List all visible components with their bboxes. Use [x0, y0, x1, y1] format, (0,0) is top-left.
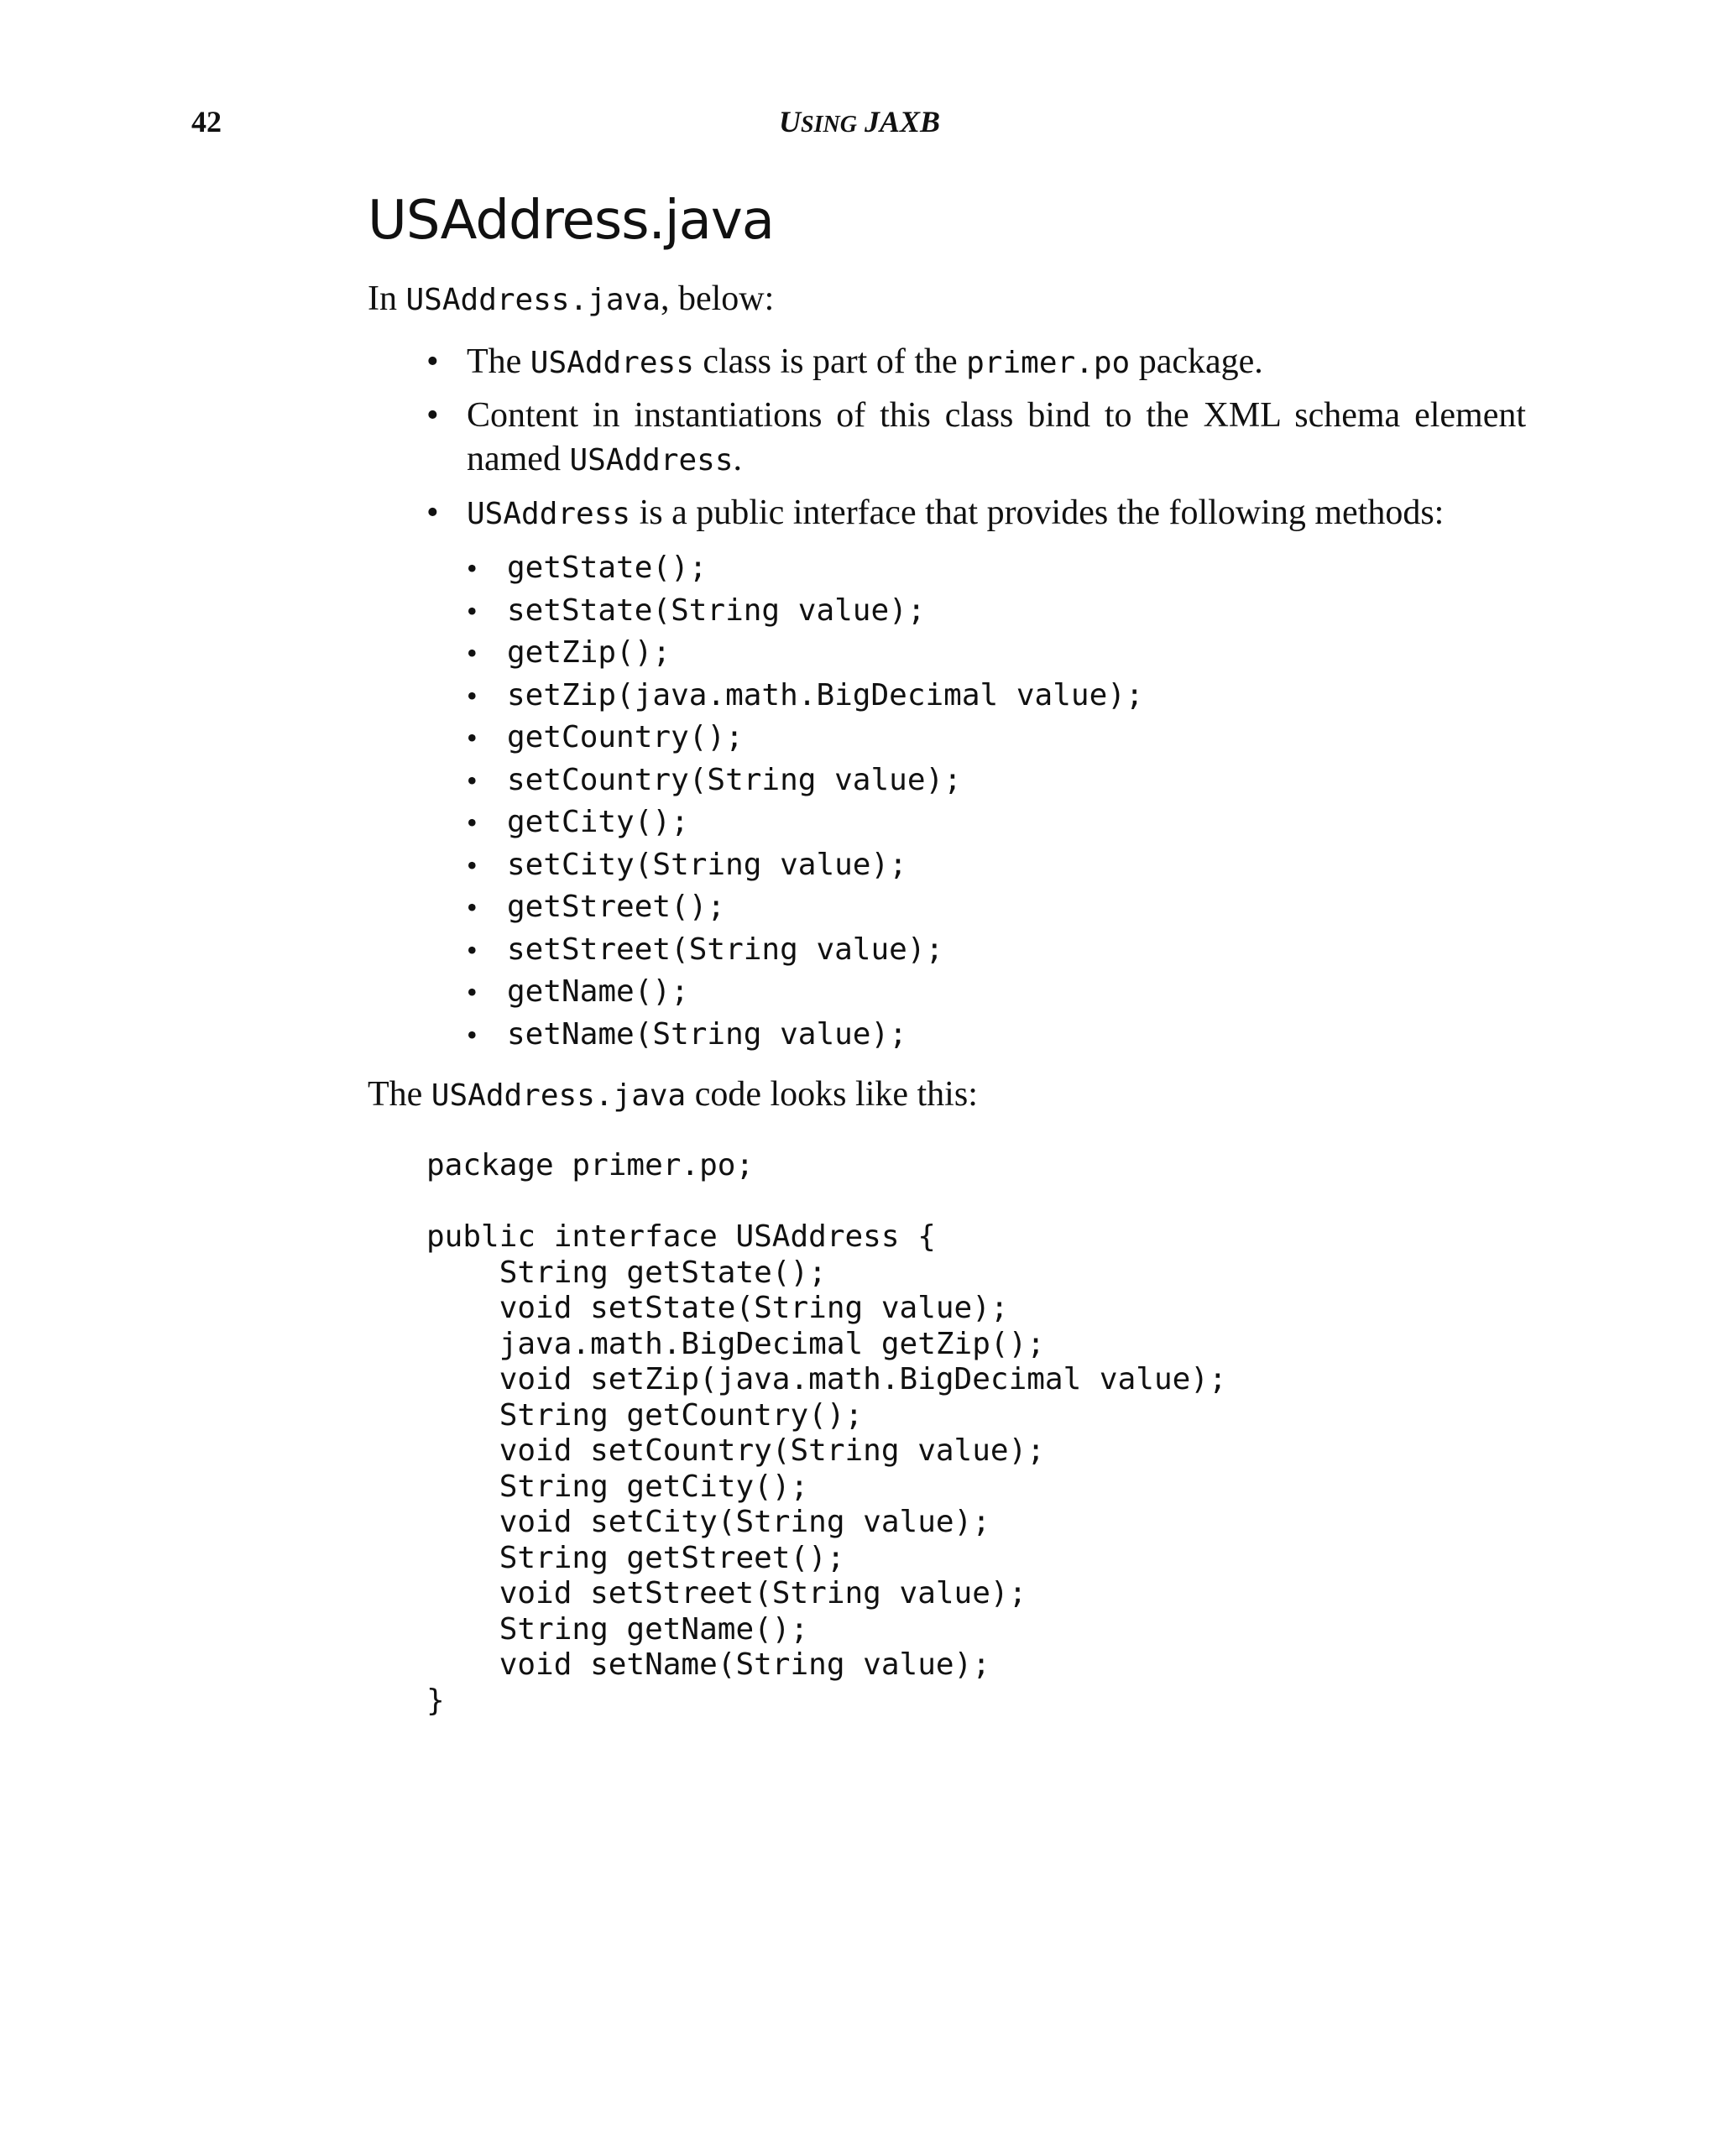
method-item — [467, 801, 1144, 844]
bullet-item — [426, 491, 1526, 536]
method-signature: getCity(); — [507, 805, 689, 839]
bullet-item — [426, 340, 1526, 385]
method-item — [467, 971, 1144, 1014]
page-header — [0, 101, 1719, 143]
code-intro-paragraph — [368, 1073, 978, 1118]
method-item — [467, 886, 1144, 929]
method-signature: getName(); — [507, 974, 689, 1009]
method-bullet: • — [467, 763, 478, 797]
method-bullet: • — [467, 721, 478, 754]
code-intro-prefix: The — [368, 1075, 431, 1114]
method-bullet: • — [467, 551, 478, 585]
method-signature: setName(String value); — [507, 1016, 907, 1052]
method-item — [467, 844, 1144, 887]
bullet-text: package. — [1130, 342, 1263, 381]
method-bullet: • — [467, 848, 478, 882]
method-item — [467, 1014, 1144, 1057]
running-title-initial: U — [779, 105, 802, 138]
intro-paragraph — [368, 277, 774, 322]
method-bullet: • — [467, 890, 478, 924]
bullet-text: class is part of the — [693, 342, 967, 381]
method-item — [467, 590, 1144, 633]
intro-suffix: , below: — [660, 279, 775, 318]
method-bullet: • — [467, 636, 478, 670]
method-item — [467, 675, 1144, 718]
method-bullet: • — [467, 932, 478, 967]
code-intro-suffix: code looks like this: — [686, 1075, 978, 1114]
method-item — [467, 632, 1144, 675]
method-signature: getCountry(); — [507, 720, 744, 754]
bullet-list — [426, 340, 1526, 545]
intro-prefix: In — [368, 279, 406, 318]
method-bullet: • — [467, 1017, 478, 1052]
bullet-text: . — [733, 440, 743, 478]
intro-code: USAddress.java — [405, 283, 661, 317]
method-item — [467, 547, 1144, 590]
code-intro-code: USAddress.java — [431, 1078, 687, 1113]
bullet-text: The — [467, 342, 530, 381]
method-list — [467, 547, 1144, 1056]
running-title-small-caps: SING — [801, 112, 857, 138]
running-title — [0, 101, 1719, 146]
method-signature: setCity(String value); — [507, 847, 907, 882]
bullet-code: USAddress — [530, 346, 694, 380]
bullet-text: is a public interface that provides the following methods: — [630, 493, 1445, 532]
bullet-code: USAddress — [569, 443, 734, 478]
bullet-symbol: • — [426, 342, 439, 381]
method-signature: setCountry(String value); — [507, 762, 962, 797]
method-signature: setState(String value); — [507, 593, 926, 628]
method-bullet: • — [467, 593, 478, 628]
running-title-rest: JAXB — [856, 105, 940, 138]
method-signature: setZip(java.math.BigDecimal value); — [507, 677, 1144, 713]
method-bullet: • — [467, 678, 478, 713]
method-signature: getState(); — [507, 551, 708, 585]
bullet-text: Content in instantiations of this class bind to the XML schema element named — [467, 396, 1526, 478]
bullet-code: USAddress — [467, 497, 631, 531]
method-bullet: • — [467, 806, 478, 839]
bullet-symbol: • — [426, 396, 439, 435]
code-listing: package primer.po; public interface USAddress { String getState(); void setState(String value); java.math.BigDecimal getZip(); void setZip(java.math.BigDecimal value); String getCountry(); void setCountry(String value); String getCity(); void setCity(String value); String getStreet(); void setStreet(String value); String getName(); void setName(String value); } — [426, 1148, 1227, 1718]
bullet-item — [426, 394, 1526, 483]
section-title: USAddress.java — [368, 190, 774, 252]
method-signature: getStreet(); — [507, 890, 726, 924]
page-number: 42 — [191, 105, 222, 138]
bullet-symbol: • — [426, 493, 439, 532]
bullet-code: primer.po — [966, 346, 1131, 380]
method-bullet: • — [467, 975, 478, 1009]
method-item — [467, 760, 1144, 802]
method-item — [467, 717, 1144, 760]
method-item — [467, 929, 1144, 972]
method-signature: getZip(); — [507, 635, 671, 670]
method-signature: setStreet(String value); — [507, 932, 944, 967]
